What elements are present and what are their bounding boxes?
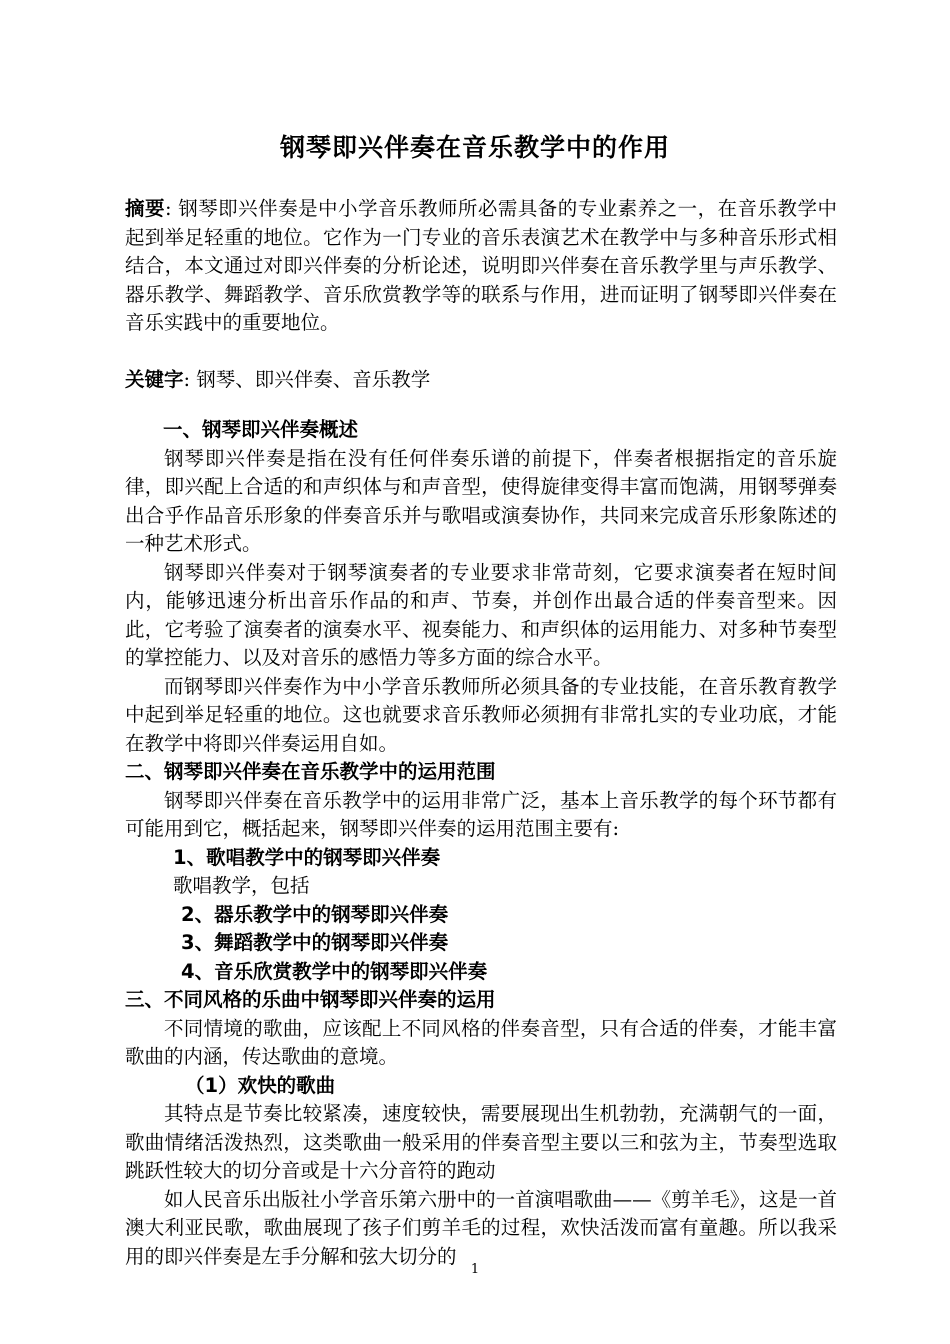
section-3-paragraph-3: 如人民音乐出版社小学音乐第六册中的一首演唱歌曲——《剪羊毛》，这是一首澳大利亚民歌，歌曲展现了孩子们剪羊毛的过程，欢快活泼而富有童趣。所以我采用的即兴伴奏是左手分解和弦大切分的 bbox=[125, 1187, 837, 1268]
section-1-heading: 一、钢琴即兴伴奏概述 bbox=[163, 418, 359, 441]
spacer bbox=[125, 394, 837, 416]
page-number: 1 bbox=[470, 1262, 480, 1277]
document-body bbox=[125, 195, 837, 1271]
section-3-heading: 三、不同风格的乐曲中钢琴即兴伴奏的运用 bbox=[125, 988, 496, 1011]
section-2-heading: 二、钢琴即兴伴奏在音乐教学中的运用范围 bbox=[125, 760, 496, 783]
abstract-label: 摘要 bbox=[125, 197, 165, 220]
abstract-paragraph bbox=[125, 195, 837, 338]
section-2-subheading-1: 1、歌唱教学中的钢琴即兴伴奏 bbox=[173, 845, 441, 869]
keywords-label: 关键字 bbox=[125, 367, 184, 391]
section-3-subheading-1: （1）欢快的歌曲 bbox=[185, 1073, 336, 1097]
section-3-paragraph-1: 不同情境的歌曲，应该配上不同风格的伴奏音型，只有合适的伴奏，才能丰富歌曲的内涵，传达歌曲的意境。 bbox=[125, 1016, 837, 1068]
keywords-paragraph bbox=[125, 366, 837, 395]
abstract-text: : 钢琴即兴伴奏是中小学音乐教师所必需具备的专业素养之一，在音乐教学中起到举足轻重的地位。它作为一门专业的音乐表演艺术在教学中与多种音乐形式相结合，本文通过对即兴伴奏的分析论述，说明即兴伴奏在音乐教学里与声乐教学、器乐教学、舞蹈教学、音乐欣赏教学等的联系与作用，进而证明了钢琴即兴伴奏在音乐实践中的重要地位。 bbox=[125, 197, 837, 334]
section-3-paragraph-2: 其特点是节奏比较紧凑，速度较快，需要展现出生机勃勃，充满朝气的一面，歌曲情绪活泼热烈，这类歌曲一般采用的伴奏音型主要以三和弦为主，节奏型选取跳跃性较大的切分音或是十六分音符的跑动 bbox=[125, 1102, 837, 1182]
section-2-paragraph-1: 钢琴即兴伴奏在音乐教学中的运用非常广泛，基本上音乐教学的每个环节都有可能用到它，概括起来，钢琴即兴伴奏的运用范围主要有: bbox=[125, 788, 837, 840]
section-2-sub-1-text: 歌唱教学，包括 bbox=[173, 874, 310, 897]
spacer bbox=[125, 338, 837, 366]
document-title: 钢琴即兴伴奏在音乐教学中的作用 bbox=[279, 133, 670, 162]
section-2-subheading-4: 4、音乐欣赏教学中的钢琴即兴伴奏 bbox=[181, 959, 488, 983]
section-1-paragraph-1: 钢琴即兴伴奏是指在没有任何伴奏乐谱的前提下，伴奏者根据指定的音乐旋律，即兴配上合适的和声织体与和声音型，使得旋律变得丰富而饱满，用钢琴弹奏出合乎作品音乐形象的伴奏音乐并与歌唱或演奏协作，共同来完成音乐形象陈述的一种艺术形式。 bbox=[125, 446, 837, 555]
section-1-paragraph-3: 而钢琴即兴伴奏作为中小学音乐教师所必须具备的专业技能，在音乐教育教学中起到举足轻重的地位。这也就要求音乐教师必须拥有非常扎实的专业功底，才能在教学中将即兴伴奏运用自如。 bbox=[125, 674, 837, 755]
section-2-subheading-3: 3、舞蹈教学中的钢琴即兴伴奏 bbox=[181, 931, 449, 954]
keywords-text: : 钢琴、即兴伴奏、音乐教学 bbox=[183, 367, 431, 391]
section-1-paragraph-2: 钢琴即兴伴奏对于钢琴演奏者的专业要求非常苛刻，它要求演奏者在短时间内，能够迅速分析出音乐作品的和声、节奏，并创作出最合适的伴奏音型来。因此，它考验了演奏者的演奏水平、视奏能力、和声织体的运用能力、对多种节奏型的掌控能力、以及对音乐的感悟力等多方面的综合水平。 bbox=[125, 560, 837, 669]
section-2-subheading-2: 2、器乐教学中的钢琴即兴伴奏 bbox=[181, 902, 449, 926]
